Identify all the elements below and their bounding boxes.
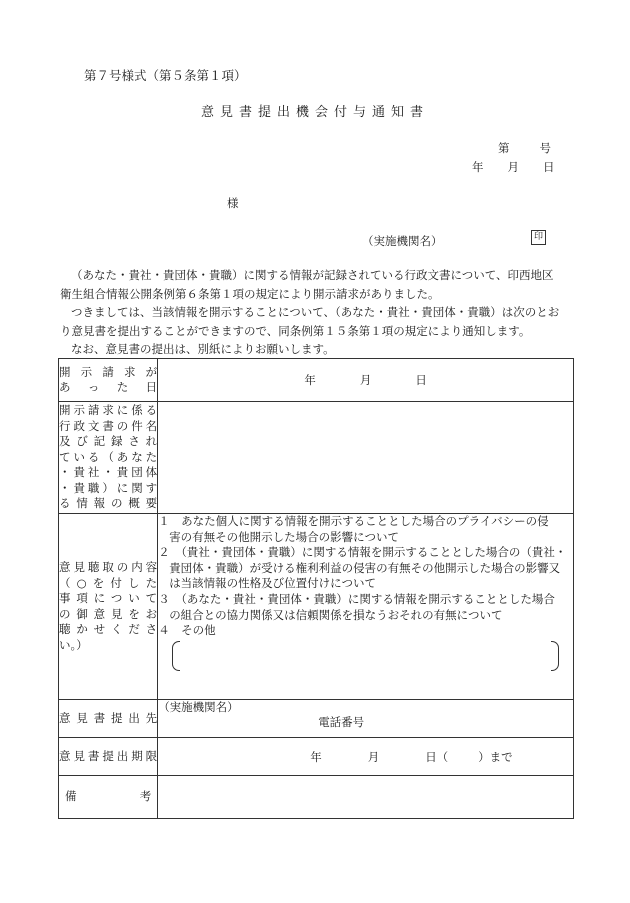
row-document-summary [59,402,574,514]
label-remarks-left: 備 [65,789,77,804]
label-submission-deadline [59,738,158,776]
label-summary-line-5: ・貴社・貴団体 [59,465,158,480]
label-summary-line-3: 及び記録され [59,434,158,449]
label-summary-line-2: 行政文書の件名 [59,418,158,433]
opinion-item-1-cont: 害の有無その他開示した場合の影響について [169,529,399,544]
row-submission-destination [59,700,574,738]
label-summary-line-4: ている（あなた [59,449,158,464]
destination-phone-label: 電話番号 [318,715,365,729]
other-opinion-bracket-field[interactable] [172,641,559,669]
row-submission-deadline [59,738,574,776]
notice-body [60,266,582,359]
label-opinion-items [59,514,158,700]
field-document-summary[interactable] [158,402,574,514]
document-number-suffix: 号 [539,141,551,155]
request-date-month: 月 [359,373,372,387]
opinion-item-2-cont-2: は当該情報の性格及び位置付けについて [169,576,376,591]
label-summary-line-1: 開示請求に係る [59,403,158,418]
document-number-prefix: 第 [498,141,510,155]
label-request-date-line-1: 開示請求が [59,364,158,379]
body-paragraph-1-line-2: 衛生組合情報公開条例第６条第１項の規定により開示請求がありました。 [60,286,440,301]
deadline-day: 日（ [425,749,449,764]
label-opinion-line-3: 事項について [59,591,158,605]
deadline-year: 年 [310,749,322,764]
label-summary-line-7: る情報の概要 [59,496,158,511]
label-opinion-line-2: （○を付した [59,575,158,590]
label-summary-line-6: ・貴職）に関す [59,480,158,495]
body-paragraph-1-line-1: （あなた・貴社・貴団体・貴職）に関する情報が記録されている行政文書について、印西地区 [71,268,554,282]
official-seal-mark: 印 [531,230,546,245]
issue-date-year: 年 [472,160,484,174]
label-deadline-text: 意見書提出期限 [59,748,158,763]
issue-date-day: 日 [543,160,555,174]
body-paragraph-2-line-1: つきましては、当該情報を開示することについて、（あなた・貴社・貴団体・貴職）は次のとお [71,305,560,320]
label-destination-text: 意見書提出先 [59,710,158,725]
left-bracket [172,641,180,671]
document-number [498,140,551,156]
opinion-item-4[interactable]: ４ その他 [158,623,216,638]
row-request-date [59,359,574,402]
label-document-summary [59,402,158,514]
request-date-day: 日 [415,373,427,387]
destination-agency-label: （実施機関名） [158,700,239,714]
label-opinion-line-5: 聴かせくださ [59,622,158,636]
opinion-item-2-cont-1: 貴団体・貴職）が受ける権利利益の侵害の有無その他開示した場合の影響又 [169,560,561,575]
opinion-item-2[interactable]: ２ （貴社・貴団体・貴職）に関する情報を開示することとした場合の（貴社・ [158,545,567,560]
opinion-items-list [158,514,574,700]
label-request-date [59,359,158,402]
form-table [58,358,574,819]
body-paragraph-2-line-2: り意見書を提出することができますので、同条例第１５条第１項の規定により通知します。 [60,323,531,338]
request-date-year: 年 [304,373,316,387]
label-opinion-line-1: 意見聴取の内容 [59,560,158,574]
deadline-month: 月 [367,749,380,764]
form-number: 第７号様式（第５条第１項） [84,68,247,83]
label-opinion-line-6: い。） [59,637,88,652]
opinion-item-1[interactable]: １ あなた個人に関する情報を開示することとした場合のプライバシーの侵 [158,514,549,528]
issue-date [472,159,555,175]
label-remarks [59,776,158,819]
body-paragraph-3: なお、意見書の提出は、別紙によりお願いします。 [71,342,335,357]
deadline-until: ）まで [478,749,513,764]
row-opinion-items [59,514,574,700]
document-title: 意見書提出機会付与通知書 [200,105,429,120]
field-submission-destination[interactable] [158,700,574,738]
issuing-agency-label: （実施機関名） [362,234,443,248]
label-submission-destination [59,700,158,738]
field-submission-deadline[interactable] [158,738,574,776]
label-request-date-line-2: あった日 [59,380,158,394]
opinion-item-3[interactable]: ３ （あなた・貴社・貴団体・貴職）に関する情報を開示することとした場合 [158,591,555,606]
field-remarks[interactable] [158,776,574,819]
issue-date-month: 月 [507,160,519,174]
row-remarks [59,776,574,819]
label-remarks-right: 考 [139,789,152,804]
field-request-date[interactable] [158,359,574,402]
label-opinion-line-4: の御意見をお [59,606,158,621]
addressee-honorific: 様 [227,196,239,210]
opinion-item-3-cont: の組合との協力関係又は信頼関係を損なうおそれの有無について [169,607,503,622]
right-bracket [551,641,559,671]
